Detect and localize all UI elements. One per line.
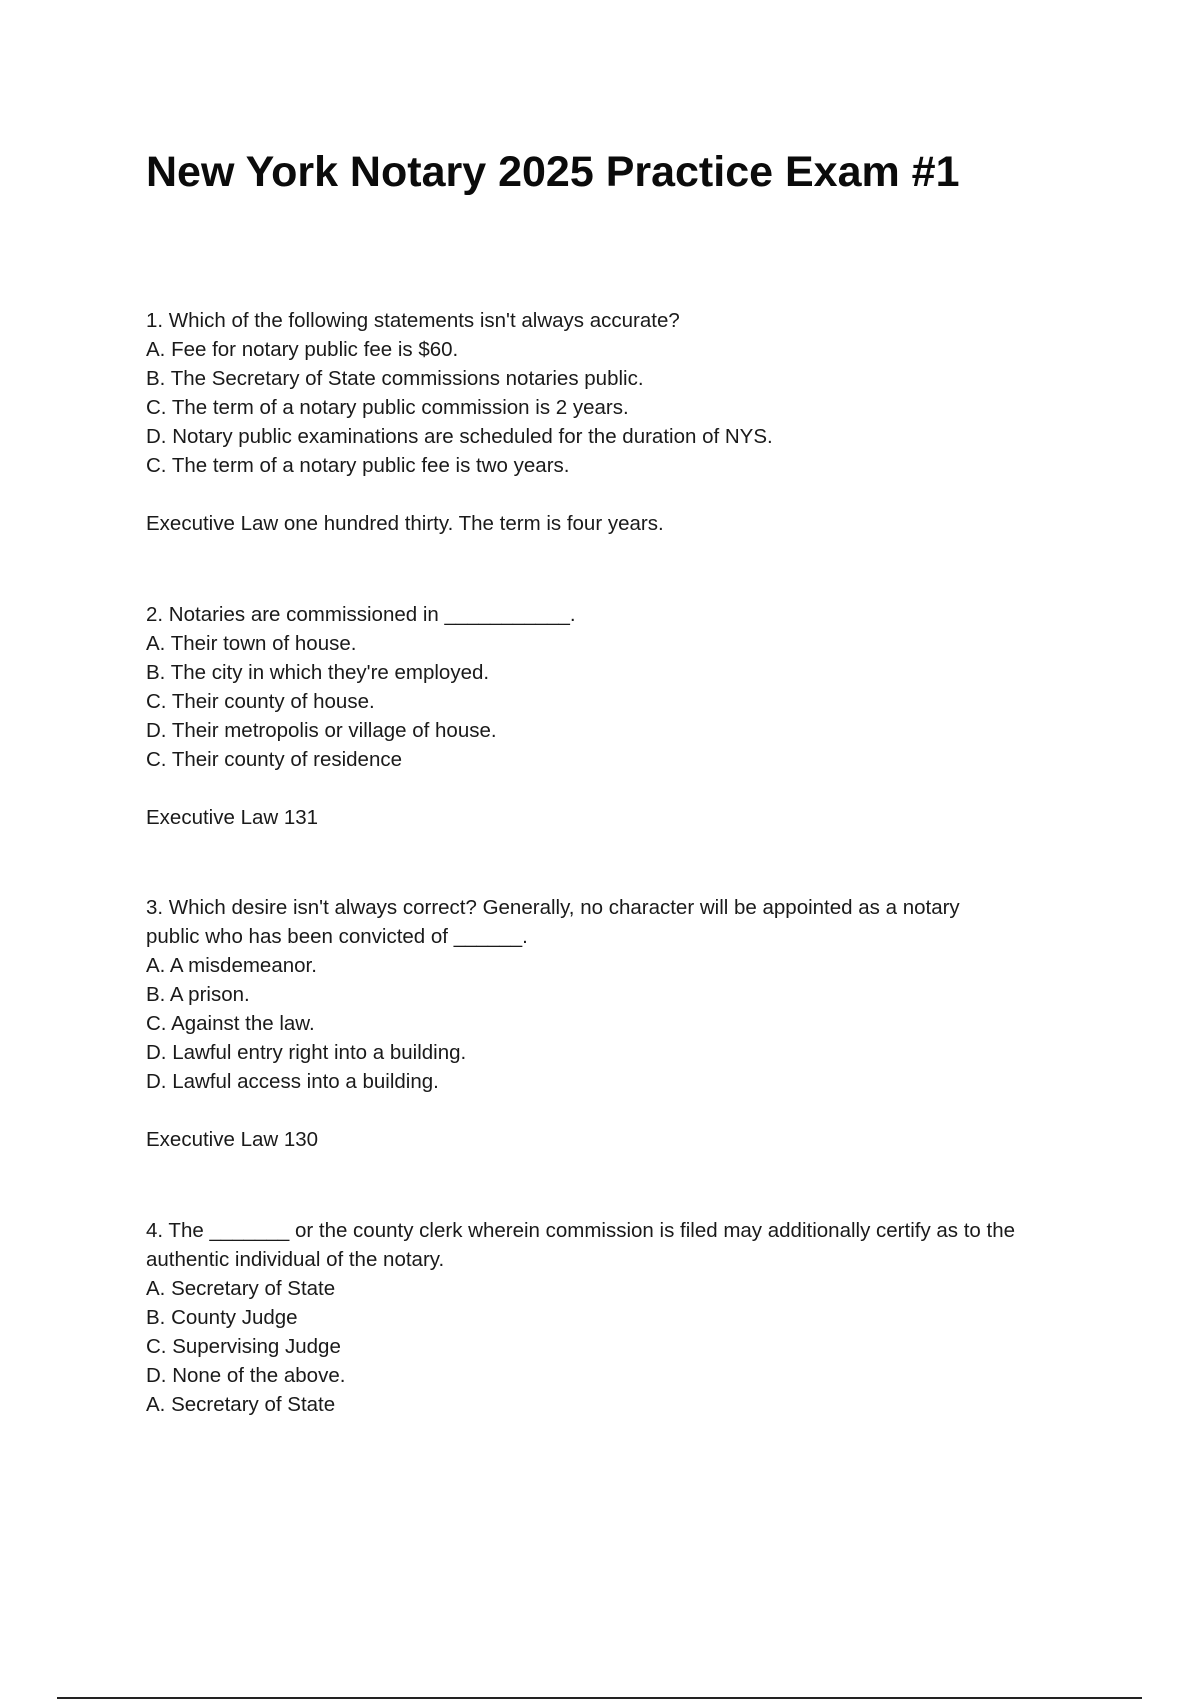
spacer [146,480,1096,509]
option-c: C. Their county of house. [146,690,375,713]
footer-divider [57,1697,1142,1699]
question-2 [146,600,1096,832]
question-stem-line-1: 4. The _______ or the county clerk wherein commission is filed may additionally certify as to the [146,1219,1016,1242]
option-d: D. Notary public examinations are scheduled for the duration of NYS. [146,425,773,448]
option-c: C. The term of a notary public commission is 2 years. [146,396,629,419]
option-a: A. A misdemeanor. [146,954,317,977]
question-stem: 2. Notaries are commissioned in ___________. [146,603,576,626]
option-b: B. The Secretary of State commissions notaries public. [146,367,644,390]
answer-line: D. Lawful access into a building. [146,1070,439,1093]
explanation: Executive Law 131 [146,806,319,829]
option-b: B. County Judge [146,1306,298,1329]
answer-line: C. Their county of residence [146,748,402,771]
explanation: Executive Law one hundred thirty. The term is four years. [146,512,664,535]
answer-line: A. Secretary of State [146,1393,336,1416]
option-b: B. The city in which they're employed. [146,661,490,684]
option-c: C. Supervising Judge [146,1335,341,1358]
option-a: A. Secretary of State [146,1277,336,1300]
question-stem-line-2: authentic individual of the notary. [146,1248,445,1271]
option-d: D. Their metropolis or village of house. [146,719,497,742]
question-stem: 1. Which of the following statements isn't always accurate? [146,309,680,332]
option-d: D. Lawful entry right into a building. [146,1041,467,1064]
option-d: D. None of the above. [146,1364,346,1387]
option-c: C. Against the law. [146,1012,315,1035]
option-b: B. A prison. [146,983,250,1006]
question-stem-line-1: 3. Which desire isn't always correct? Generally, no character will be appointed as a notary [146,896,960,919]
question-1 [146,306,1096,538]
explanation: Executive Law 130 [146,1128,319,1151]
spacer [146,774,1096,803]
option-a: A. Their town of house. [146,632,357,655]
page-title: New York Notary 2025 Practice Exam #1 [146,148,960,196]
question-stem-line-2: public who has been convicted of ______. [146,925,528,948]
spacer [146,1096,1096,1125]
question-4 [146,1216,1096,1419]
option-a: A. Fee for notary public fee is $60. [146,338,459,361]
answer-line: C. The term of a notary public fee is two years. [146,454,570,477]
question-3 [146,893,1096,1154]
